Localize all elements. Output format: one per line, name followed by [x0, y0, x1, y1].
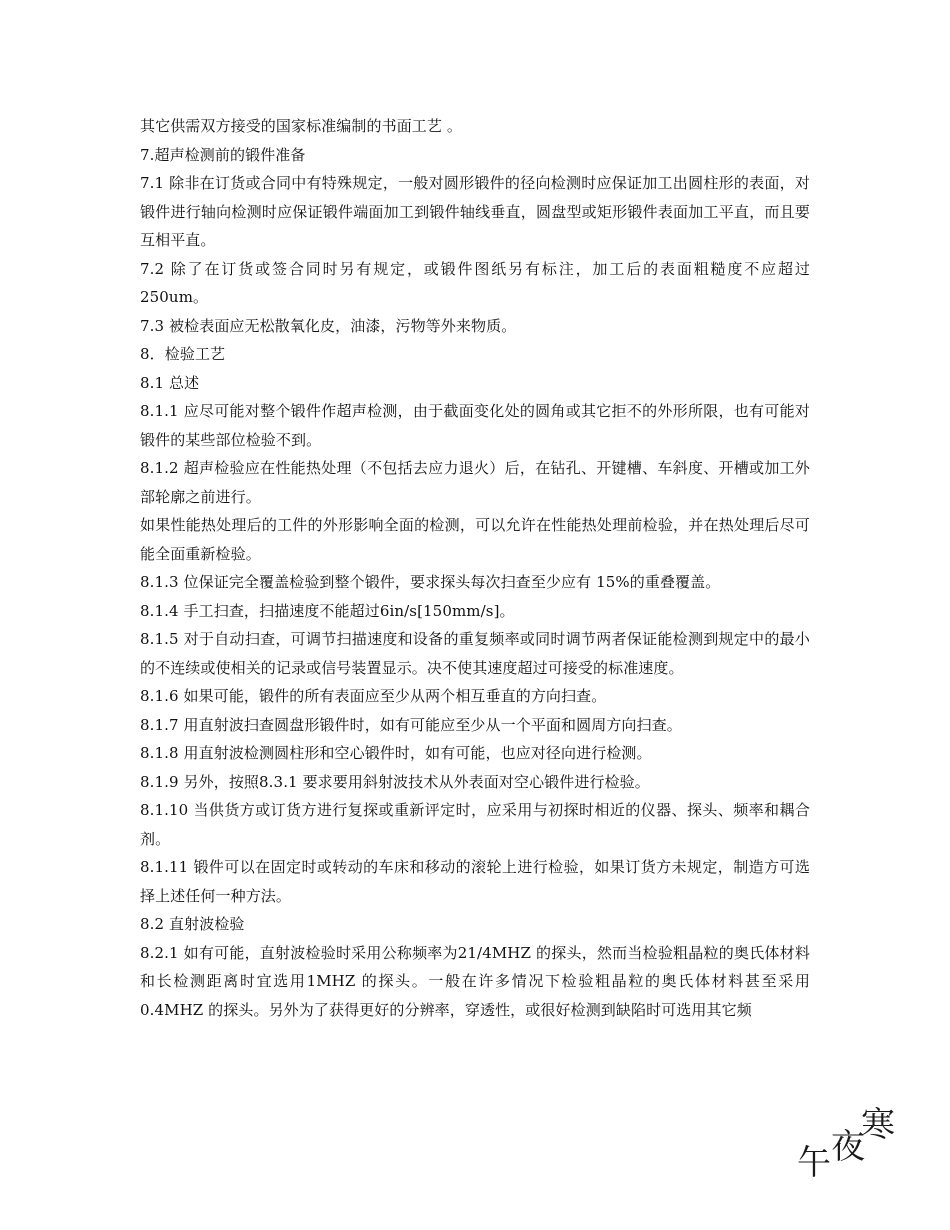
- document-body: [140, 112, 810, 1024]
- paragraph: 8.1.10 当供货方或订货方进行复探或重新评定时，应采用与初探时相近的仪器、探头、频率和耦合剂。: [140, 801, 810, 848]
- paragraph: 其它供需双方接受的国家标准编制的书面工艺 。: [140, 117, 462, 135]
- subsection-heading: 8.1 总述: [140, 373, 200, 392]
- watermark: [795, 1100, 925, 1190]
- paragraph: 8.2.1 如有可能，直射波检验时采用公称频率为21/4MHZ 的探头，然而当检验粗晶粒的奥氏体材料和长检测距离时宜选用1MHZ 的探头。一般在许多情况下检验粗晶粒的奥氏体材料甚至采用0.4MHZ 的探头。另外为了获得更好的分辨率，穿透性，或很好检测到缺陷时可选用其它频: [140, 943, 810, 1019]
- paragraph: 8.1.7 用直射波扫查圆盘形锻件时，如有可能应至少从一个平面和圆周方向扫查。: [140, 715, 682, 734]
- paragraph: 8.1.9 另外，按照8.3.1 要求要用斜射波技术从外表面对空心锻件进行检验。: [140, 772, 650, 791]
- paragraph: 8.1.3 位保证完全覆盖检验到整个锻件，要求探头每次扫查至少应有 15%的重叠覆盖。: [140, 573, 721, 591]
- section-heading: 7.超声检测前的锻件准备: [140, 145, 306, 164]
- paragraph: 8.1.8 用直射波检测圆柱形和空心锻件时，如有可能，也应对径向进行检测。: [140, 744, 652, 762]
- paragraph: 7.3 被检表面应无松散氧化皮，油漆，污物等外来物质。: [140, 316, 517, 335]
- paragraph: 8.1.11 锻件可以在固定时或转动的车床和移动的滚轮上进行检验，如果订货方未规定，制造方可选择上述任何一种方法。: [140, 858, 810, 905]
- watermark-char: 寒: [861, 1105, 895, 1145]
- paragraph: 8.1.5 对于自动扫查，可调节扫描速度和设备的重复频率或同时调节两者保证能检测到规定中的最小的不连续或使相关的记录或信号装置显示。决不使其速度超过可接受的标准速度。: [140, 630, 810, 677]
- paragraph: 7.2 除了在订货或签合同时另有规定，或锻件图纸另有标注，加工后的表面粗糙度不应超过 250um。: [140, 259, 810, 306]
- paragraph: 如果性能热处理后的工件的外形影响全面的检测，可以允许在性能热处理前检验，并在热处理后尽可能全面重新检验。: [140, 516, 810, 563]
- paragraph: 7.1 除非在订货或合同中有特殊规定，一般对圆形锻件的径向检测时应保证加工出圆柱形的表面，对锻件进行轴向检测时应保证锻件端面加工到锻件轴线垂直，圆盘型或矩形锻件表面加工平直，而且要互相平直。: [140, 174, 810, 249]
- watermark-char: 午: [797, 1143, 831, 1183]
- paragraph: 8.1.2 超声检验应在性能热处理（不包括去应力退火）后，在钻孔、开键槽、车斜度、开槽或加工外部轮廓之前进行。: [140, 459, 810, 506]
- paragraph: 8.1.1 应尽可能对整个锻件作超声检测，由于截面变化处的圆角或其它拒不的外形所限，也有可能对锻件的某些部位检验不到。: [140, 402, 810, 449]
- section-heading: 8．检验工艺: [140, 345, 226, 363]
- paragraph: 8.1.4 手工扫查，扫描速度不能超过6in/s[150mm/s]。: [140, 601, 515, 620]
- watermark-char: 夜: [831, 1127, 865, 1167]
- subsection-heading: 8.2 直射波检验: [140, 915, 245, 933]
- paragraph: 8.1.6 如果可能，锻件的所有表面应至少从两个相互垂直的方向扫查。: [140, 687, 607, 705]
